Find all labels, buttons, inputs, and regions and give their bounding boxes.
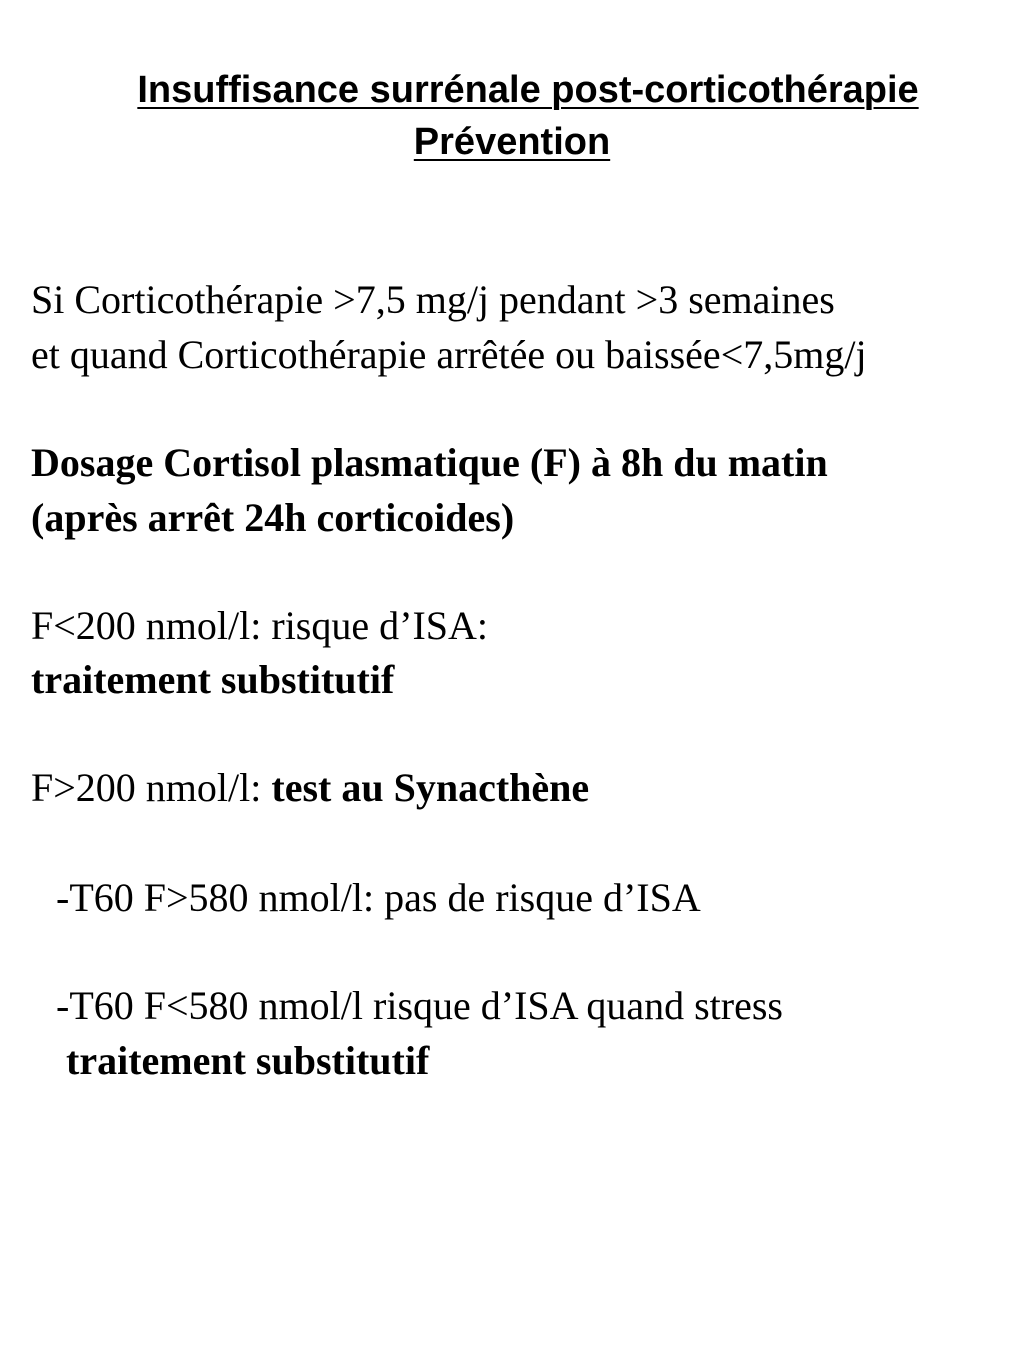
dosage-line-1: Dosage Cortisol plasmatique (F) à 8h du matin [31, 440, 828, 485]
high-result-prefix: F>200 nmol/l: [31, 765, 272, 810]
synacthene-risk-line: -T60 F<580 nmol/l risque d’ISA quand stress [56, 983, 783, 1028]
synacthene-risk-treatment: traitement substitutif [66, 1038, 430, 1083]
low-result-line: F<200 nmol/l: risque d’ISA: [31, 603, 489, 648]
dosage-line-2: (après arrêt 24h corticoides) [31, 495, 515, 540]
condition-line-1: Si Corticothérapie >7,5 mg/j pendant >3 semaines [31, 277, 835, 322]
low-result-treatment: traitement substitutif [31, 657, 395, 702]
title-line-2: Prévention [413, 121, 611, 163]
slide-title [0, 64, 1024, 168]
synacthene-ok-line: -T60 F>580 nmol/l: pas de risque d’ISA [56, 875, 701, 920]
synacthene-test: test au Synacthène [271, 765, 590, 810]
title-line-1: Insuffisance surrénale post-corticothérapie [137, 69, 919, 111]
condition-line-2: et quand Corticothérapie arrêtée ou baissée<7,5mg/j [31, 332, 867, 377]
high-result-line [31, 765, 590, 810]
